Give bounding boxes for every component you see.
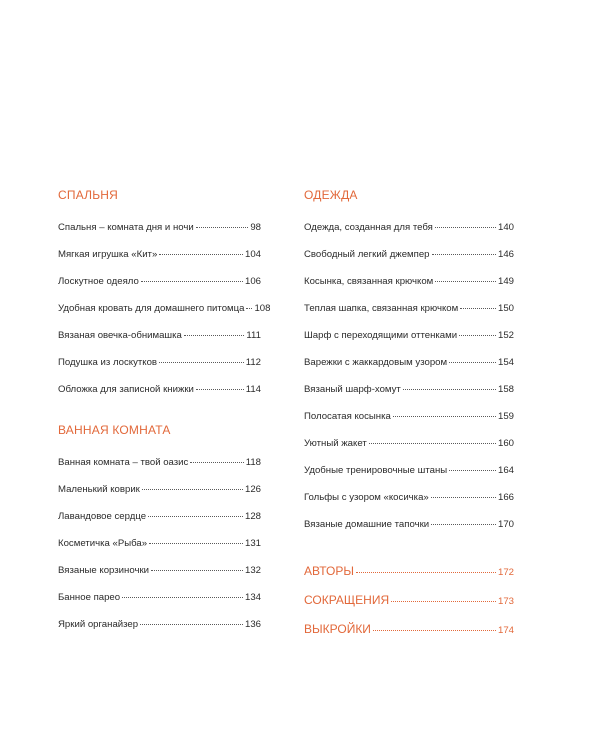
- dot-leader: [184, 335, 245, 336]
- toc-entry-page: 160: [497, 438, 514, 449]
- toc-entry[interactable]: [304, 463, 514, 479]
- toc-entry-title: Ванная комната – твой оазис: [58, 457, 189, 468]
- toc-entry-page: 136: [244, 619, 261, 630]
- toc-entry-page: 114: [245, 384, 261, 395]
- toc-entry-page: 108: [254, 303, 271, 314]
- dot-leader: [449, 362, 496, 363]
- dot-leader: [431, 497, 496, 498]
- toc-entry[interactable]: [58, 301, 271, 317]
- dot-leader: [435, 281, 496, 282]
- dot-leader: [373, 630, 496, 631]
- toc-entry[interactable]: [304, 328, 514, 344]
- toc-entry-title: Маленький коврик: [58, 484, 140, 495]
- toc-entry-page: 154: [497, 357, 514, 368]
- dot-leader: [149, 543, 243, 544]
- major-entry-page: 172: [497, 567, 514, 578]
- toc-entry-title: Одежда, созданная для тебя: [304, 222, 433, 233]
- toc-entry-page: 134: [244, 592, 261, 603]
- dot-leader: [459, 335, 496, 336]
- dot-leader: [151, 570, 243, 571]
- toc-entry[interactable]: [58, 509, 261, 525]
- toc-entry-title: Свободный легкий джемпер: [304, 249, 430, 260]
- toc-entry[interactable]: [58, 328, 261, 344]
- toc-entry[interactable]: [58, 382, 261, 398]
- toc-entry[interactable]: [58, 536, 261, 552]
- toc-entry-title: Косынка, связанная крючком: [304, 276, 434, 287]
- toc-entry-title: Подушка из лоскутков: [58, 357, 158, 368]
- toc-entry-page: 111: [246, 330, 261, 341]
- dot-leader: [142, 489, 243, 490]
- toc-entry-page: 118: [245, 457, 261, 468]
- dot-leader: [148, 516, 243, 517]
- toc-entry[interactable]: [58, 247, 261, 263]
- dot-leader: [122, 597, 243, 598]
- section-title-clothing: ОДЕЖДА: [304, 188, 358, 202]
- toc-entry-title: Банное парео: [58, 592, 121, 603]
- toc-entry[interactable]: [58, 274, 261, 290]
- toc-left-column: [58, 188, 271, 644]
- toc-entry-page: 146: [497, 249, 514, 260]
- major-entry-abbreviations[interactable]: [304, 592, 514, 608]
- section-title-bathroom: ВАННАЯ КОМНАТА: [58, 423, 171, 437]
- toc-entry-page: 128: [244, 511, 261, 522]
- dot-leader: [393, 416, 496, 417]
- section-gap: [58, 409, 261, 423]
- toc-entry[interactable]: [304, 355, 514, 371]
- major-entry-title: СОКРАЩЕНИЯ: [304, 593, 390, 607]
- toc-entry-page: 132: [244, 565, 261, 576]
- major-sections: [304, 563, 514, 637]
- dot-leader: [196, 227, 249, 228]
- toc-entry-title: Шарф с переходящими оттенками: [304, 330, 458, 341]
- toc-entry-title: Лоскутное одеяло: [58, 276, 139, 287]
- section-title-bedroom: СПАЛЬНЯ: [58, 188, 119, 202]
- toc-entry-title: Удобная кровать для домашнего питомца: [58, 303, 245, 314]
- toc-entry[interactable]: [58, 482, 261, 498]
- toc-entry[interactable]: [304, 220, 514, 236]
- dot-leader: [196, 389, 244, 390]
- toc-entry-title: Вязаные домашние тапочки: [304, 519, 430, 530]
- dot-leader: [431, 524, 496, 525]
- dot-leader: [391, 601, 496, 602]
- major-entry-title: АВТОРЫ: [304, 564, 354, 578]
- toc-entry[interactable]: [304, 382, 514, 398]
- major-entry-authors[interactable]: [304, 563, 514, 579]
- dot-leader: [141, 281, 243, 282]
- dot-leader: [460, 308, 496, 309]
- toc-entry-title: Вязаный шарф-хомут: [304, 384, 401, 395]
- toc-entry[interactable]: [304, 274, 514, 290]
- toc-entry[interactable]: [58, 355, 261, 371]
- toc-entry-title: Косметичка «Рыба»: [58, 538, 148, 549]
- toc-entry-title: Варежки с жаккардовым узором: [304, 357, 448, 368]
- toc-right-column: [304, 188, 514, 650]
- toc-entry-page: 159: [497, 411, 514, 422]
- toc-entry[interactable]: [58, 455, 261, 471]
- toc-entry-title: Лавандовое сердце: [58, 511, 147, 522]
- major-entry-patterns[interactable]: [304, 621, 514, 637]
- toc-entry-page: 131: [244, 538, 261, 549]
- dot-leader: [449, 470, 496, 471]
- dot-leader: [403, 389, 496, 390]
- toc-entry-page: 170: [497, 519, 514, 530]
- toc-entry-page: 106: [244, 276, 261, 287]
- toc-entry[interactable]: [58, 590, 261, 606]
- toc-entry[interactable]: [58, 563, 261, 579]
- toc-entry-title: Вязаные корзиночки: [58, 565, 150, 576]
- toc-entry-page: 104: [244, 249, 261, 260]
- major-entry-page: 174: [497, 625, 514, 636]
- toc-entry-page: 149: [497, 276, 514, 287]
- dot-leader: [140, 624, 243, 625]
- toc-entry[interactable]: [304, 247, 514, 263]
- toc-entry-title: Уютный жакет: [304, 438, 367, 449]
- toc-entry[interactable]: [304, 409, 514, 425]
- toc-entry-title: Теплая шапка, связанная крючком: [304, 303, 459, 314]
- toc-entry-page: 98: [250, 222, 261, 233]
- toc-entry-title: Обложка для записной книжки: [58, 384, 194, 395]
- toc-entry-title: Полосатая косынка: [304, 411, 391, 422]
- toc-entry-page: 166: [497, 492, 514, 503]
- toc-entry-page: 152: [497, 330, 514, 341]
- toc-entry[interactable]: [58, 220, 261, 236]
- toc-entry[interactable]: [304, 436, 514, 452]
- toc-entry-page: 112: [245, 357, 261, 368]
- toc-entry-page: 150: [497, 303, 514, 314]
- dot-leader: [246, 308, 252, 309]
- toc-entry[interactable]: [304, 490, 514, 506]
- toc-entry[interactable]: [304, 301, 514, 317]
- dot-leader: [356, 572, 496, 573]
- toc-entry-title: Вязаная овечка-обнимашка: [58, 330, 182, 341]
- dot-leader: [159, 362, 244, 363]
- dot-leader: [369, 443, 496, 444]
- toc-entry-title: Спальня – комната дня и ночи: [58, 222, 194, 233]
- major-entry-page: 173: [497, 596, 514, 607]
- dot-leader: [432, 254, 496, 255]
- toc-entry-title: Гольфы с узором «косичка»: [304, 492, 429, 503]
- toc-entry-page: 158: [497, 384, 514, 395]
- toc-entry[interactable]: [58, 617, 261, 633]
- toc-entry-title: Мягкая игрушка «Кит»: [58, 249, 158, 260]
- toc-entry[interactable]: [304, 517, 514, 533]
- toc-entry-title: Удобные тренировочные штаны: [304, 465, 448, 476]
- dot-leader: [159, 254, 243, 255]
- toc-entry-page: 126: [244, 484, 261, 495]
- toc-entry-page: 140: [497, 222, 514, 233]
- toc-entry-page: 164: [497, 465, 514, 476]
- toc-entry-title: Яркий органайзер: [58, 619, 139, 630]
- major-entry-title: ВЫКРОЙКИ: [304, 622, 371, 636]
- dot-leader: [435, 227, 496, 228]
- dot-leader: [190, 462, 243, 463]
